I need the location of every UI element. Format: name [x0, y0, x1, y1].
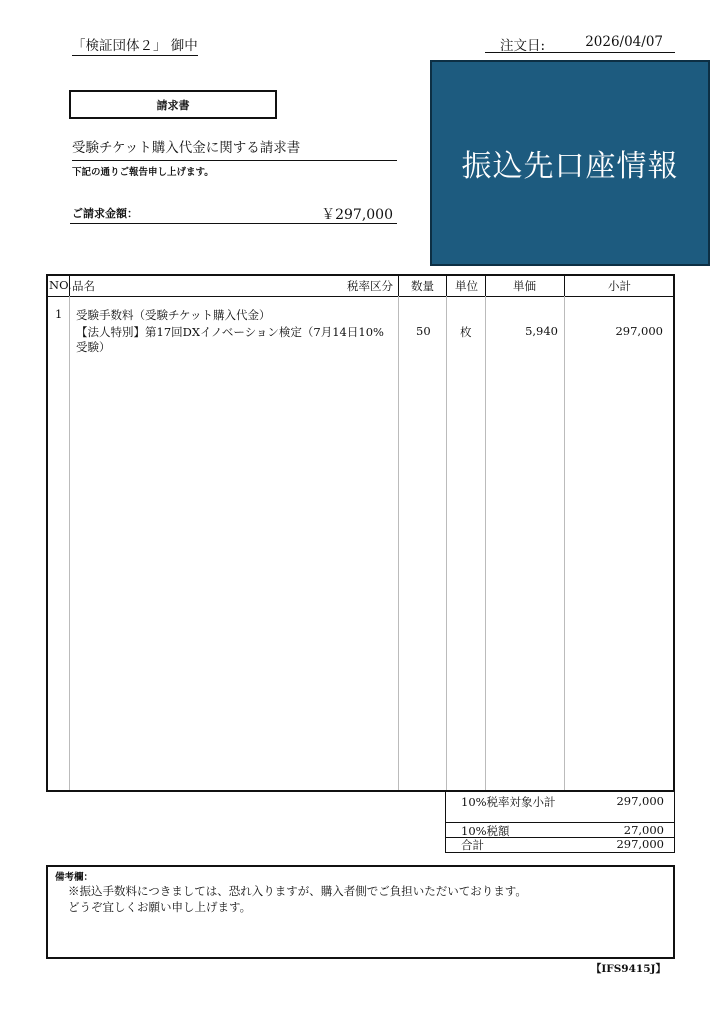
grand-total-label: 合計 [461, 838, 484, 852]
tax-amount-value: 27,000 [623, 823, 664, 837]
row-no: 1 [55, 307, 63, 321]
column-divider [398, 276, 399, 790]
order-date-label: 注文日: [500, 38, 546, 54]
bank-account-info-box [430, 60, 710, 266]
row-name-line3: 受験） [76, 340, 111, 354]
column-divider [446, 276, 447, 296]
report-note: 下記の通りご報告申し上げます。 [72, 167, 214, 178]
column-divider [69, 296, 70, 790]
remarks-box [46, 865, 675, 959]
tax-amount-row [446, 822, 674, 838]
items-table [46, 274, 675, 792]
header-tax-category: 税率区分 [347, 279, 393, 293]
header-unit-price: 単価 [513, 279, 536, 293]
billing-amount-value: ￥297,000 [321, 207, 393, 223]
remarks-label: 備考欄： [55, 872, 94, 883]
header-name: 品名 [72, 279, 95, 293]
header-unit: 単位 [455, 279, 478, 293]
taxable-subtotal-row [446, 792, 674, 823]
column-divider [485, 276, 486, 790]
column-divider [564, 276, 565, 790]
grand-total-row [446, 838, 674, 853]
document-title: 請求書 [69, 90, 277, 119]
row-unit: 枚 [460, 325, 472, 339]
document-code: 【IFS9415J】 [590, 963, 666, 975]
column-divider [69, 276, 70, 296]
row-name-line1: 受験手数料（受験チケット購入代金） [76, 308, 271, 322]
tax-amount-label: 10%税額 [461, 824, 510, 838]
remark-line-1: ※振込手数料につきましては、恐れ入りますが、購入者側でご負担いただいております。 [68, 884, 527, 898]
header-subtotal: 小計 [608, 279, 631, 293]
header-quantity: 数量 [411, 279, 434, 293]
column-divider [564, 276, 565, 296]
totals-box [445, 792, 675, 853]
billing-amount-label: ご請求金額： [72, 207, 138, 220]
row-name-line2: 【法人特別】第17回DXイノベーション検定（7月14日10% [76, 325, 384, 339]
order-date-value: 2026/04/07 [585, 34, 663, 50]
header-no: NO. [49, 278, 72, 292]
bank-account-info-label: 振込先口座情報 [461, 149, 679, 184]
order-date-block [485, 32, 675, 53]
row-unit-price: 5,940 [525, 324, 558, 338]
items-table-header [48, 276, 673, 297]
taxable-subtotal-label: 10%税率対象小計 [461, 795, 556, 809]
column-divider [398, 276, 399, 296]
billing-amount-row [70, 203, 397, 224]
row-subtotal: 297,000 [615, 324, 663, 338]
row-quantity: 50 [416, 324, 431, 338]
column-divider [446, 276, 447, 790]
recipient-name: 「検証団体２」 御中 [72, 34, 198, 56]
invoice-subject: 受験チケット購入代金に関する請求書 [72, 136, 397, 161]
taxable-subtotal-value: 297,000 [616, 794, 664, 808]
column-divider [485, 276, 486, 296]
grand-total-value: 297,000 [616, 837, 664, 851]
remark-line-2: どうぞ宜しくお願い申し上げます。 [68, 900, 252, 914]
